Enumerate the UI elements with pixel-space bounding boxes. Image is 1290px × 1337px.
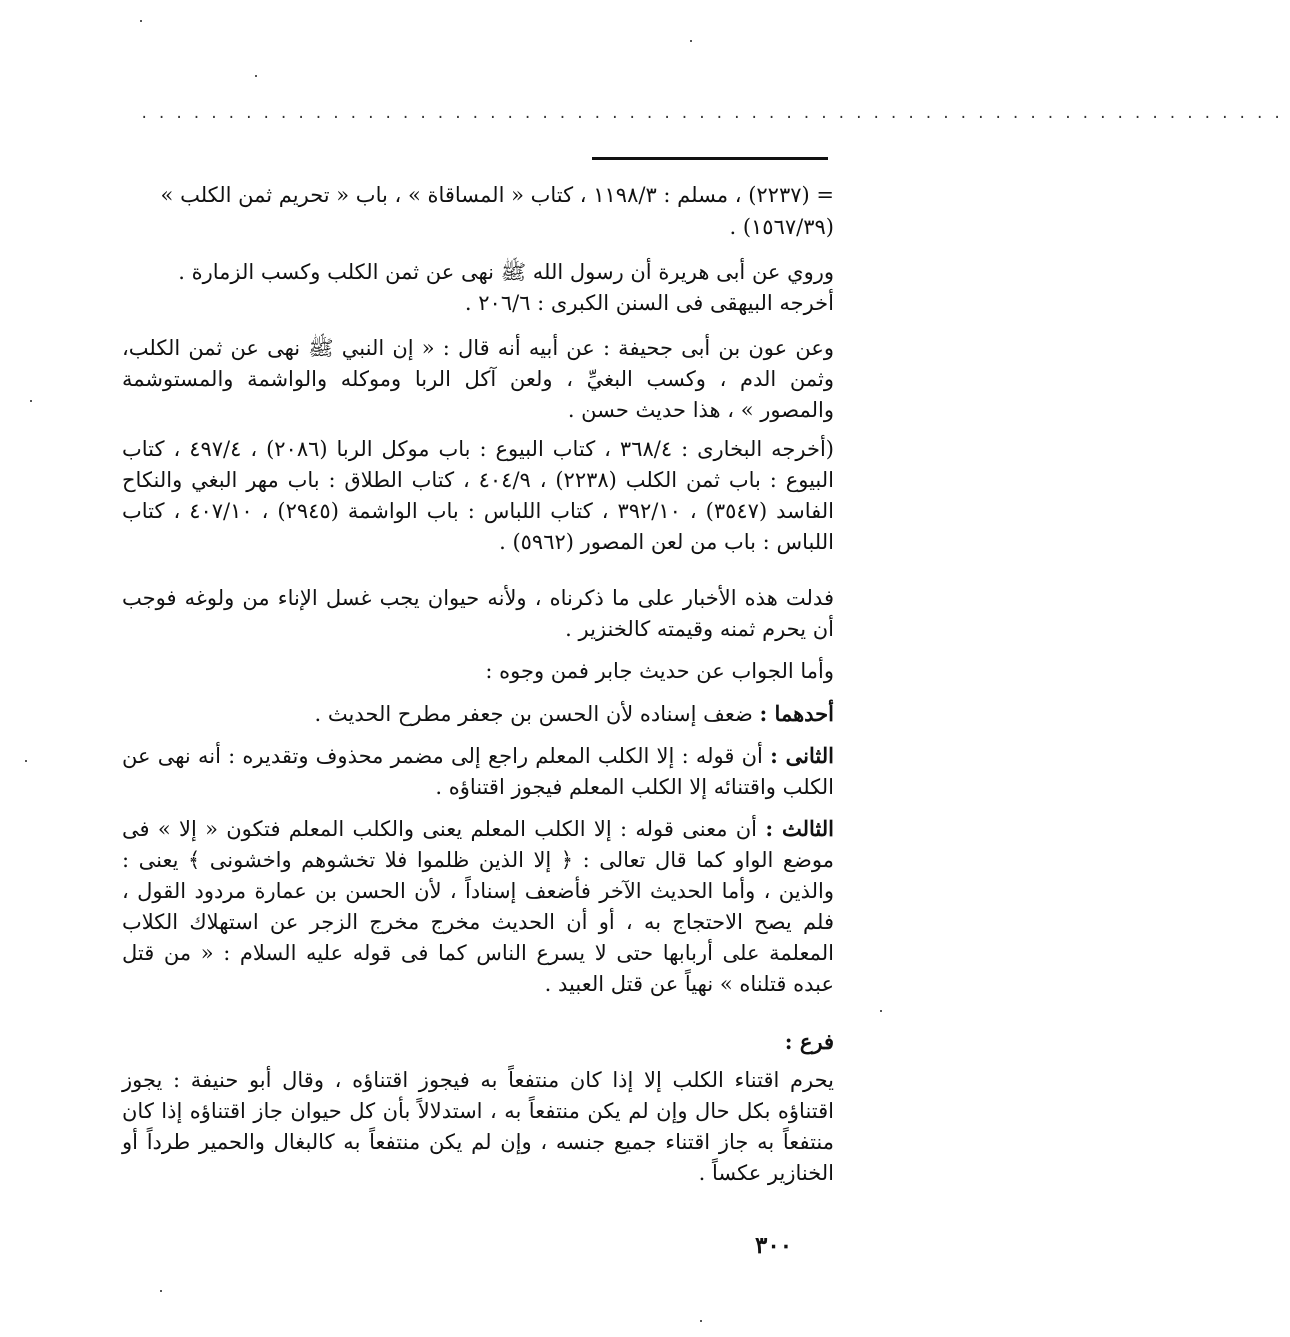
paragraph-text: وروي عن أبى هريرة أن رسول الله ﷺ نهى عن ثمن الكلب وكسب الزمارة .: [178, 260, 834, 284]
paragraph-second-point: [122, 740, 834, 803]
footnote-separator-rule: [592, 157, 828, 160]
paragraph-text: وأما الجواب عن حديث جابر فمن وجوه :: [485, 659, 834, 683]
section-title-far: [122, 1026, 834, 1058]
scan-speck: [25, 760, 27, 762]
paragraph-first-point: [122, 698, 834, 730]
paragraph-text: (أخرجه البخارى : ٣٦٨/٤ ، كتاب البيوع : باب موكل الربا (٢٠٨٦) ، ٤٩٧/٤ ، كتاب البيوع : باب ثمن الكلب (٢٢٣٨) ، ٤٠٤/٩ ، كتاب الطلاق : باب مهر البغي والنكاح الفاسد (٣٥٤٧) ، ٣٩٢/١٠ ، كتاب اللباس : باب الواشمة (٢٩٤٥) ، ٤٠٧/١٠ ، كتاب اللباس : باب من لعن المصور (٥٩٦٢) .: [122, 437, 834, 554]
paragraph-text: أخرجه البيهقى فى السنن الكبرى : ٢٠٦/٦ .: [464, 291, 834, 315]
point-heading: أحدهما :: [759, 701, 834, 726]
page-number: ٣٠٠: [755, 1232, 793, 1259]
scan-speck: [30, 400, 32, 402]
point-heading: الثالث :: [765, 816, 834, 841]
paragraph-text: أن قوله : إلا الكلب المعلم راجع إلى مضمر محذوف وتقديره : أنه نهى عن الكلب واقتنائه إلا الكلب المعلم فيجوز اقتناؤه .: [122, 744, 834, 799]
paragraph-bayhaqi-reference: [122, 288, 834, 319]
top-dotted-border: ··································································: [140, 110, 1290, 126]
footnote-text-1: = (٢٢٣٧) ، مسلم : ١١٩٨/٣ ، كتاب « المساقاة » ، باب « تحريم ثمن الكلب »: [160, 183, 834, 207]
scan-speck: [140, 20, 142, 22]
paragraph-text: وعن عون بن أبى جحيفة : عن أبيه أنه قال : « إن النبي ﷺ نهى عن ثمن الكلب، وثمن الدم ، وكسب البغيِّ ، ولعن آكل الربا وموكله والواشمة والمستوشمة والمصور » ، هذا حديث حسن .: [122, 336, 834, 422]
scan-speck: [255, 75, 257, 77]
paragraph-awn-hadith: [122, 333, 834, 426]
footnote-line-1: [122, 180, 834, 211]
footnote-text-2: (١٥٦٧/٣٩) .: [729, 215, 834, 239]
paragraph-text: فدلت هذه الأخبار على ما ذكرناه ، ولأنه حيوان يجب غسل الإناء من ولوغه فوجب أن يحرم ثمنه وقيمته كالخنزير .: [122, 586, 834, 641]
scan-speck: [700, 1320, 702, 1322]
paragraph-third-point: [122, 813, 834, 1000]
paragraph-text: يحرم اقتناء الكلب إلا إذا كان منتفعاً به فيجوز اقتناؤه ، وقال أبو حنيفة : يجوز اقتناؤه بكل حال وإن لم يكن منتفعاً به ، استدلالاً بأن كل حيوان جاز اقتناؤه إذا كان منتفعاً به جاز اقتناء جميع جنسه ، وإن لم يكن منتفعاً به كالبغال والحمير طرداً أو الخنازير عكساً .: [122, 1068, 834, 1185]
point-heading: الثانى :: [770, 743, 834, 768]
paragraph-abu-huraira: [122, 257, 834, 288]
paragraph-keeping-dogs: [122, 1065, 834, 1189]
paragraph-bukhari-reference: [122, 434, 834, 558]
paragraph-text: أن معنى قوله : إلا الكلب المعلم يعنى والكلب المعلم فتكون « إلا » فى موضع الواو كما قال تعالى : ﴿ إلا الذين ظلموا فلا تخشوهم واخشونى ﴾ يعنى : والذين ، وأما الحديث الآخر فأضعف إسناداً ، لأن الحسن بن عمارة مردود القول ، فلم يصح الاحتجاج به ، أو أن الحديث مخرج مخرج الزجر عن استهلاك الكلاب المعلمة على أربابها حتى لا يسرع الناس كما فى قوله عليه السلام : « من قتل عبده قتلناه » نهياً عن قتل العبيد .: [122, 817, 834, 996]
paragraph-response-intro: [122, 656, 834, 687]
paragraph-conclusion: [122, 583, 834, 645]
section-heading: فرع :: [784, 1029, 834, 1054]
footnote-line-2: [122, 212, 834, 243]
scan-speck: [880, 1010, 882, 1012]
scan-speck: [690, 40, 692, 42]
paragraph-text: ضعف إسناده لأن الحسن بن جعفر مطرح الحديث .: [314, 702, 760, 726]
scan-speck: [160, 1290, 162, 1292]
